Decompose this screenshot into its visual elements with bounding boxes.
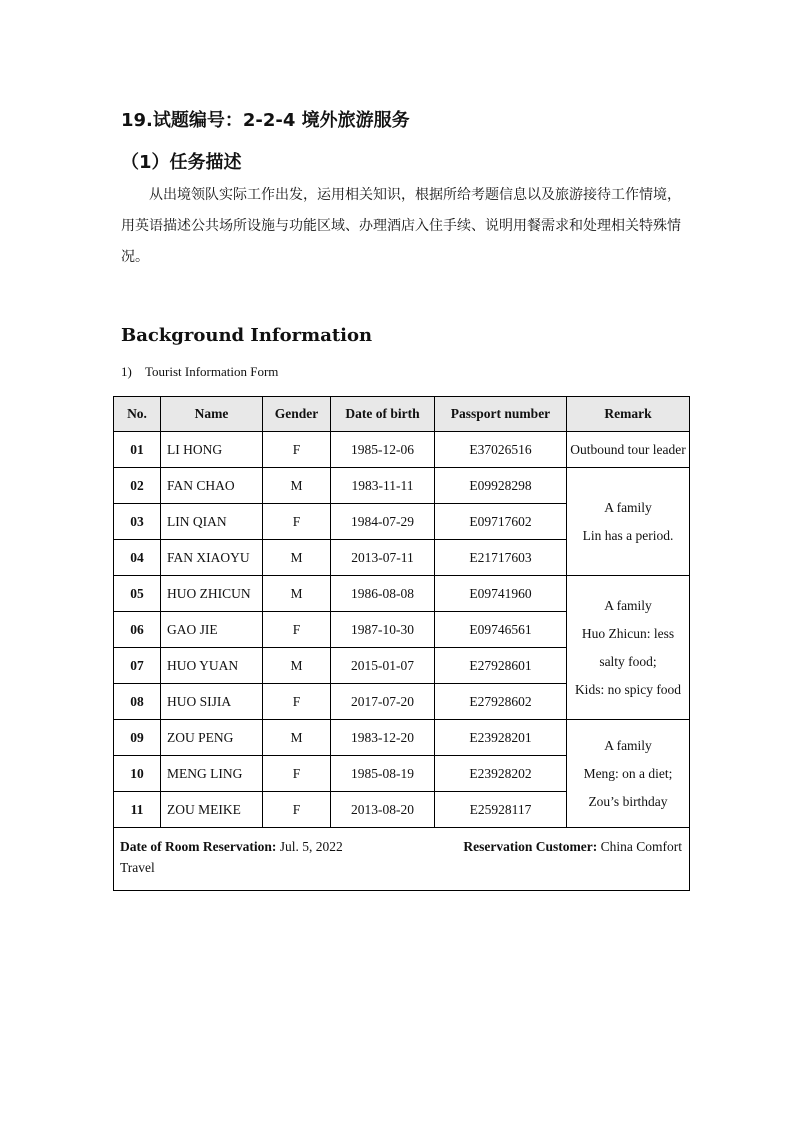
cell-dob: 1983-12-20 xyxy=(331,720,435,756)
header-remark: Remark xyxy=(567,397,690,432)
cell-dob: 1987-10-30 xyxy=(331,612,435,648)
cell-no: 10 xyxy=(114,756,161,792)
remark-line: Meng: on a diet; xyxy=(583,765,673,781)
remark-group-2 xyxy=(567,468,690,576)
remark-line: Zou’s birthday xyxy=(588,793,668,809)
remark-group-1 xyxy=(567,432,690,468)
cell-name: ZOU PENG xyxy=(161,720,263,756)
remark-line: Kids: no spicy food xyxy=(574,681,682,697)
cell-gender: M xyxy=(263,540,331,576)
section-title: （1）任务描述 xyxy=(121,152,242,173)
cell-gender: F xyxy=(263,612,331,648)
table-row xyxy=(114,720,690,756)
form-title: Tourist Information Form xyxy=(145,364,279,379)
reservation-customer-label: Reservation Customer: xyxy=(463,839,598,854)
cell-dob: 1985-12-06 xyxy=(331,432,435,468)
cell-dob: 2015-01-07 xyxy=(331,648,435,684)
cell-dob: 1984-07-29 xyxy=(331,504,435,540)
remark-line: A family xyxy=(604,737,652,753)
task-description-line-3: 况。 xyxy=(121,249,149,265)
cell-passport: E23928201 xyxy=(435,720,567,756)
table-header-row xyxy=(114,397,690,432)
cell-dob: 2013-08-20 xyxy=(331,792,435,828)
cell-gender: F xyxy=(263,432,331,468)
reservation-customer-value: China Comfort xyxy=(600,839,682,854)
remark-line: A family xyxy=(604,597,652,613)
cell-no: 08 xyxy=(114,684,161,720)
cell-name: HUO ZHICUN xyxy=(161,576,263,612)
form-number: 1) xyxy=(121,364,132,379)
cell-passport: E09928298 xyxy=(435,468,567,504)
cell-dob: 1985-08-19 xyxy=(331,756,435,792)
reservation-customer-continued: Travel xyxy=(120,860,155,875)
cell-name: HUO SIJIA xyxy=(161,684,263,720)
cell-name: ZOU MEIKE xyxy=(161,792,263,828)
cell-passport: E09717602 xyxy=(435,504,567,540)
cell-passport: E09746561 xyxy=(435,612,567,648)
cell-name: HUO YUAN xyxy=(161,648,263,684)
cell-no: 11 xyxy=(114,792,161,828)
header-passport-number: Passport number xyxy=(435,397,567,432)
remark-line: Outbound tour leader xyxy=(570,441,686,457)
cell-dob: 2013-07-11 xyxy=(331,540,435,576)
question-heading: 19.试题编号：2-2-4 境外旅游服务 xyxy=(121,110,410,131)
task-description-line-2: 用英语描述公共场所设施与功能区域、办理酒店入住手续、说明用餐需求和处理相关特殊情 xyxy=(121,218,681,234)
reservation-date-value: Jul. 5, 2022 xyxy=(279,839,343,854)
cell-passport: E27928602 xyxy=(435,684,567,720)
cell-gender: M xyxy=(263,468,331,504)
cell-no: 06 xyxy=(114,612,161,648)
reservation-customer xyxy=(463,836,682,857)
cell-gender: F xyxy=(263,684,331,720)
reservation-date xyxy=(120,836,343,857)
cell-name: MENG LING xyxy=(161,756,263,792)
table-footer-row xyxy=(114,828,690,891)
form-label xyxy=(121,364,278,380)
cell-gender: F xyxy=(263,792,331,828)
reservation-info xyxy=(114,828,690,891)
cell-name: FAN XIAOYU xyxy=(161,540,263,576)
cell-dob: 2017-07-20 xyxy=(331,684,435,720)
header-no: No. xyxy=(114,397,161,432)
remark-group-4 xyxy=(567,720,690,828)
tourist-information-table xyxy=(113,396,690,891)
remark-line: Lin has a period. xyxy=(582,527,674,543)
cell-no: 03 xyxy=(114,504,161,540)
table-row xyxy=(114,432,690,468)
cell-name: GAO JIE xyxy=(161,612,263,648)
cell-no: 02 xyxy=(114,468,161,504)
cell-dob: 1986-08-08 xyxy=(331,576,435,612)
background-title: Background Information xyxy=(121,325,373,346)
task-description-line-1: 从出境领队实际工作出发，运用相关知识，根据所给考题信息以及旅游接待工作情境， xyxy=(149,187,681,203)
cell-name: LI HONG xyxy=(161,432,263,468)
header-date-of-birth: Date of birth xyxy=(331,397,435,432)
cell-no: 05 xyxy=(114,576,161,612)
cell-passport: E21717603 xyxy=(435,540,567,576)
cell-passport: E09741960 xyxy=(435,576,567,612)
cell-name: FAN CHAO xyxy=(161,468,263,504)
cell-no: 04 xyxy=(114,540,161,576)
remark-line: A family xyxy=(604,499,652,515)
cell-name: LIN QIAN xyxy=(161,504,263,540)
table-row xyxy=(114,576,690,612)
cell-gender: F xyxy=(263,756,331,792)
cell-gender: M xyxy=(263,720,331,756)
table-row xyxy=(114,468,690,504)
cell-passport: E23928202 xyxy=(435,756,567,792)
cell-gender: M xyxy=(263,648,331,684)
cell-no: 09 xyxy=(114,720,161,756)
cell-dob: 1983-11-11 xyxy=(331,468,435,504)
task-description xyxy=(121,180,681,273)
remark-line: Huo Zhicun: less xyxy=(581,625,675,641)
reservation-date-label: Date of Room Reservation: xyxy=(120,839,277,854)
cell-no: 07 xyxy=(114,648,161,684)
header-gender: Gender xyxy=(263,397,331,432)
cell-no: 01 xyxy=(114,432,161,468)
cell-passport: E25928117 xyxy=(435,792,567,828)
cell-gender: M xyxy=(263,576,331,612)
remark-group-3 xyxy=(567,576,690,720)
cell-gender: F xyxy=(263,504,331,540)
remark-line: salty food; xyxy=(599,653,657,669)
cell-passport: E27928601 xyxy=(435,648,567,684)
header-name: Name xyxy=(161,397,263,432)
cell-passport: E37026516 xyxy=(435,432,567,468)
